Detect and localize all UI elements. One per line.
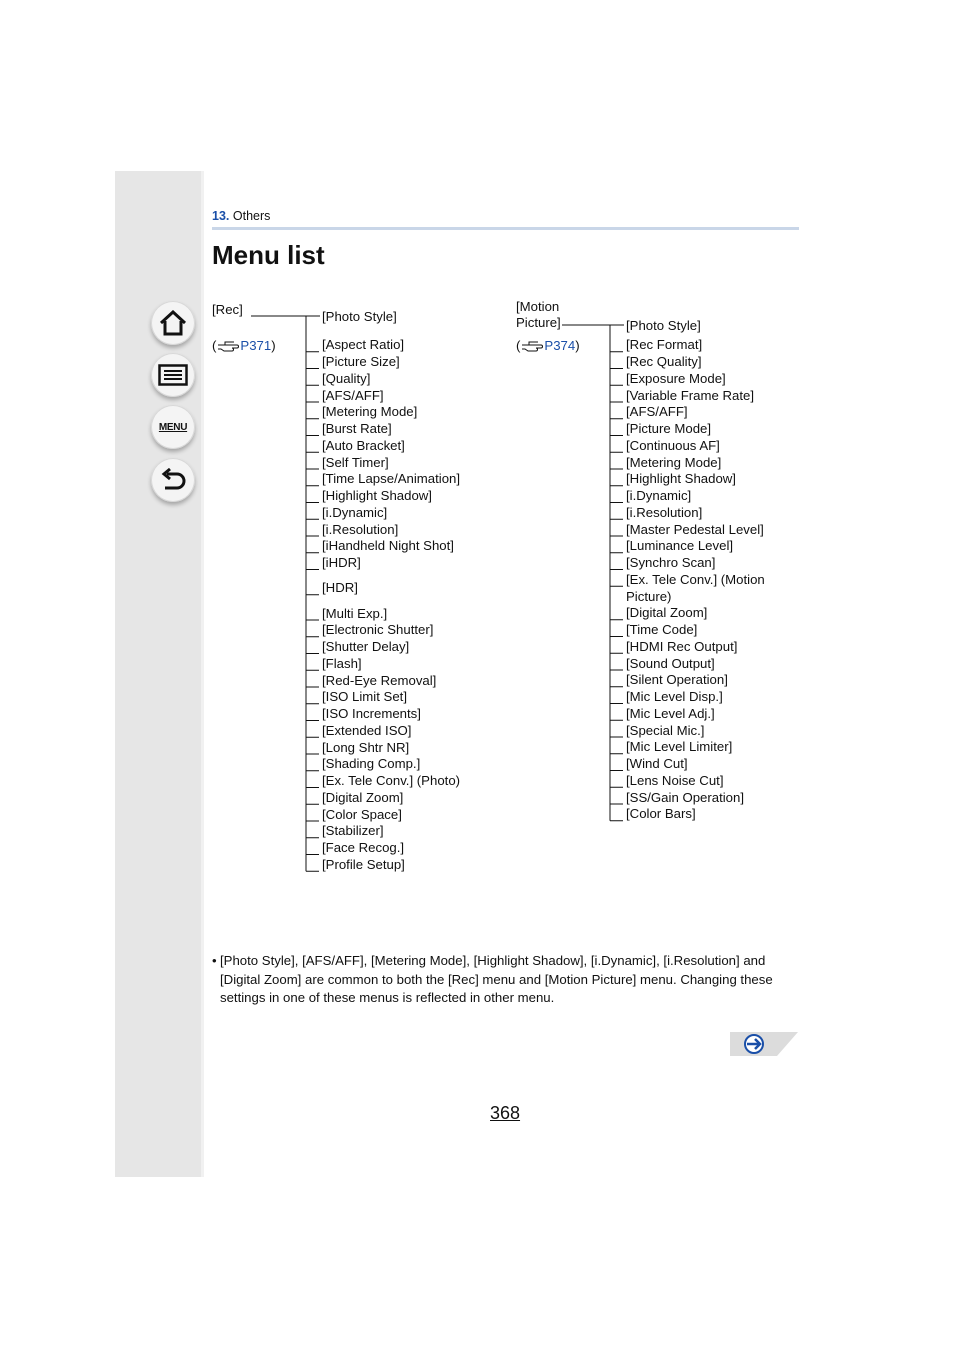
motion-menu-item: [Digital Zoom] <box>626 605 708 621</box>
motion-ref[interactable]: ( P374) <box>516 338 580 353</box>
motion-menu-item: [Picture Mode] <box>626 421 712 436</box>
rec-menu-item: [Highlight Shadow] <box>322 488 432 503</box>
rec-ref[interactable]: ( P371) <box>212 338 276 353</box>
menu-icon: MENU <box>158 421 188 433</box>
rec-label: [Rec] <box>212 302 243 317</box>
motion-menu-item: [Mic Level Disp.] <box>626 689 723 704</box>
motion-menu-item: [Wind Cut] <box>626 756 688 771</box>
rec-ref-link[interactable]: P371 <box>240 338 272 353</box>
motion-menu-item: [Exposure Mode] <box>626 370 726 386</box>
motion-menu-item: [Special Mic.] <box>626 722 705 738</box>
rec-menu-item: [iHandheld Night Shot] <box>322 538 454 554</box>
rec-menu-item: [Flash] <box>322 655 362 671</box>
rec-menu-item: [Red-Eye Removal] <box>322 672 437 688</box>
motion-label-line2: Picture] <box>516 315 561 330</box>
next-page-button[interactable] <box>730 1032 798 1061</box>
motion-menu-item: [i.Dynamic] <box>626 488 692 503</box>
rec-menu-item: [i.Resolution] <box>322 521 399 537</box>
motion-menu-item: [Sound Output] <box>626 655 715 671</box>
rec-menu-item: [Auto Bracket] <box>322 437 405 453</box>
chapter-number: 13. <box>212 209 230 223</box>
rec-menu-item: [Stabilizer] <box>322 823 384 839</box>
rec-menu-item: [Burst Rate] <box>322 421 392 436</box>
rec-menu-item: [Metering Mode] <box>322 404 418 420</box>
motion-menu-item: [Mic Level Limiter] <box>626 739 733 755</box>
rec-menu-item: [iHDR] <box>322 555 361 570</box>
motion-menu-item: [Synchro Scan] <box>626 555 716 570</box>
motion-menu-item: [Lens Noise Cut] <box>626 772 724 788</box>
motion-menu-item: Picture) <box>626 588 672 604</box>
next-arrow-icon <box>745 1035 763 1053</box>
rec-menu-item: [Aspect Ratio] <box>322 337 405 353</box>
motion-menu-item: [Variable Frame Rate] <box>626 387 755 403</box>
rec-menu-item: [Profile Setup] <box>322 856 405 872</box>
rec-menu-item: [Shutter Delay] <box>322 639 410 654</box>
rec-menu-item: [Ex. Tele Conv.] (Photo) <box>322 773 461 788</box>
footnote-bullet: • <box>212 953 217 968</box>
page-title: Menu list <box>212 240 325 270</box>
motion-menu-item: [Time Code] <box>626 622 698 637</box>
rec-menu-item: [Shading Comp.] <box>322 756 421 772</box>
rec-menu-item: [Digital Zoom] <box>322 789 404 805</box>
motion-menu-item: [Luminance Level] <box>626 538 734 554</box>
motion-menu-item: [Highlight Shadow] <box>626 471 736 487</box>
motion-menu-item: [HDMI Rec Output] <box>626 638 738 654</box>
motion-menu-item: [Master Pedestal Level] <box>626 521 764 537</box>
page-number: 368 <box>490 1103 521 1123</box>
motion-menu-item: [Color Bars] <box>626 806 696 822</box>
footnote-text: [Photo Style], [AFS/AFF], [Metering Mode], [Highlight Shadow], [i.Dynamic], [i.Resolution] and [Digital Zoom] are common to both the [Rec] menu and [Motion Picture] menu. Changing these settings in one of these menus is reflected in other menu. <box>220 953 773 1005</box>
motion-menu-item: [Ex. Tele Conv.] (Motion <box>626 571 765 587</box>
rec-menu-item: [ISO Increments] <box>322 706 421 721</box>
rec-menu-item: [ISO Limit Set] <box>322 689 408 705</box>
rec-menu-item: [i.Dynamic] <box>322 504 388 520</box>
motion-menu-item: [AFS/AFF] <box>626 404 688 420</box>
rec-menu-item: [HDR] <box>322 580 358 596</box>
rec-menu-item: [Photo Style] <box>322 309 397 324</box>
motion-ref-link[interactable]: P374 <box>544 338 576 353</box>
rec-menu-item: [Extended ISO] <box>322 722 412 738</box>
rec-menu-item: [Face Recog.] <box>322 840 405 855</box>
chapter-name: Others <box>232 209 271 223</box>
rec-menu-item: [Time Lapse/Animation] <box>322 471 461 487</box>
rec-menu-item: [Long Shtr NR] <box>322 739 410 755</box>
rec-menu-item: [Self Timer] <box>322 454 389 470</box>
motion-menu-item: [Rec Quality] <box>626 354 702 369</box>
rec-menu-item: [Multi Exp.] <box>322 605 388 621</box>
motion-menu-item: [SS/Gain Operation] <box>626 789 745 805</box>
motion-menu-item: [i.Resolution] <box>626 504 703 520</box>
motion-menu-item: [Silent Operation] <box>626 672 728 688</box>
rec-menu-item: [Quality] <box>322 370 371 386</box>
motion-menu-item: [Rec Format] <box>626 337 703 353</box>
motion-menu-item: [Continuous AF] <box>626 437 720 453</box>
motion-menu-item: [Photo Style] <box>626 318 701 333</box>
rec-menu-item: [Electronic Shutter] <box>322 622 434 638</box>
footnote <box>212 952 802 1008</box>
rec-menu-item: [Color Space] <box>322 806 402 822</box>
motion-menu-item: [Mic Level Adj.] <box>626 705 715 721</box>
motion-label-line1: [Motion <box>516 299 560 314</box>
rec-menu-item: [Picture Size] <box>322 354 400 369</box>
motion-menu-item: [Metering Mode] <box>626 454 722 470</box>
rec-menu-item: [AFS/AFF] <box>322 387 384 403</box>
